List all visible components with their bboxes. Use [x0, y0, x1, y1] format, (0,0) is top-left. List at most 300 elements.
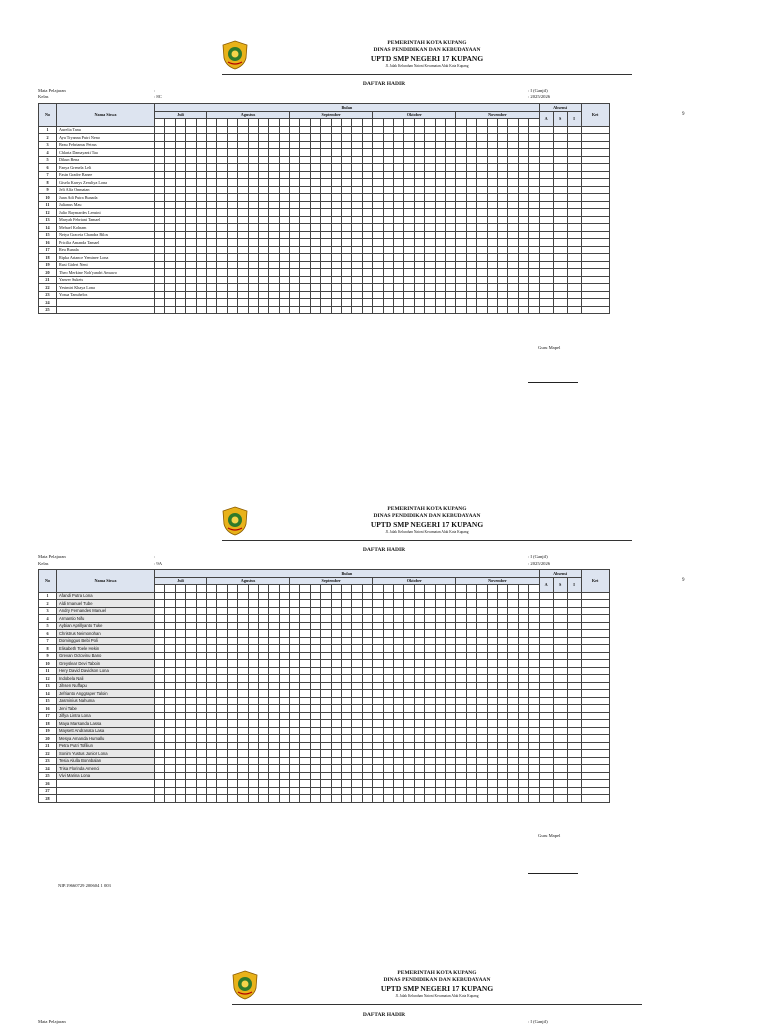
- attendance-cell[interactable]: [155, 134, 165, 142]
- attendance-cell[interactable]: [373, 141, 383, 149]
- attendance-cell[interactable]: [186, 660, 196, 668]
- attendance-cell[interactable]: [497, 126, 507, 134]
- attendance-cell[interactable]: [331, 126, 341, 134]
- attendance-cell[interactable]: [300, 194, 310, 202]
- attendance-cell[interactable]: [321, 735, 331, 743]
- attendance-cell[interactable]: [290, 652, 300, 660]
- attendance-cell[interactable]: [445, 284, 455, 292]
- attendance-cell[interactable]: [435, 735, 445, 743]
- note-cell[interactable]: [581, 622, 609, 630]
- absence-count-cell[interactable]: [567, 607, 581, 615]
- attendance-cell[interactable]: [477, 630, 487, 638]
- attendance-cell[interactable]: [331, 615, 341, 623]
- note-cell[interactable]: [581, 697, 609, 705]
- attendance-cell[interactable]: [300, 201, 310, 209]
- attendance-cell[interactable]: [331, 306, 341, 314]
- attendance-cell[interactable]: [310, 126, 320, 134]
- attendance-cell[interactable]: [414, 690, 424, 698]
- attendance-cell[interactable]: [331, 660, 341, 668]
- attendance-cell[interactable]: [414, 164, 424, 172]
- attendance-cell[interactable]: [321, 615, 331, 623]
- attendance-cell[interactable]: [435, 645, 445, 653]
- attendance-cell[interactable]: [186, 682, 196, 690]
- attendance-cell[interactable]: [497, 186, 507, 194]
- attendance-cell[interactable]: [425, 299, 435, 307]
- attendance-cell[interactable]: [155, 179, 165, 187]
- note-cell[interactable]: [581, 667, 609, 675]
- attendance-cell[interactable]: [435, 615, 445, 623]
- attendance-cell[interactable]: [206, 615, 216, 623]
- attendance-cell[interactable]: [425, 126, 435, 134]
- attendance-cell[interactable]: [497, 607, 507, 615]
- attendance-cell[interactable]: [196, 134, 206, 142]
- attendance-cell[interactable]: [456, 201, 466, 209]
- attendance-cell[interactable]: [435, 592, 445, 600]
- attendance-cell[interactable]: [362, 126, 372, 134]
- attendance-cell[interactable]: [238, 750, 248, 758]
- attendance-cell[interactable]: [227, 209, 237, 217]
- attendance-cell[interactable]: [238, 795, 248, 803]
- attendance-cell[interactable]: [331, 239, 341, 247]
- absence-count-cell[interactable]: [553, 149, 567, 157]
- attendance-cell[interactable]: [529, 276, 540, 284]
- attendance-cell[interactable]: [508, 261, 518, 269]
- attendance-cell[interactable]: [362, 299, 372, 307]
- absence-count-cell[interactable]: [553, 772, 567, 780]
- attendance-cell[interactable]: [165, 622, 175, 630]
- attendance-cell[interactable]: [196, 126, 206, 134]
- attendance-cell[interactable]: [238, 186, 248, 194]
- attendance-cell[interactable]: [445, 622, 455, 630]
- attendance-cell[interactable]: [217, 201, 227, 209]
- attendance-cell[interactable]: [393, 126, 403, 134]
- attendance-cell[interactable]: [487, 615, 497, 623]
- note-cell[interactable]: [581, 705, 609, 713]
- absence-count-cell[interactable]: [553, 757, 567, 765]
- attendance-cell[interactable]: [414, 239, 424, 247]
- attendance-cell[interactable]: [217, 224, 227, 232]
- attendance-cell[interactable]: [258, 697, 268, 705]
- note-cell[interactable]: [581, 615, 609, 623]
- attendance-cell[interactable]: [487, 607, 497, 615]
- note-cell[interactable]: [581, 690, 609, 698]
- attendance-cell[interactable]: [310, 239, 320, 247]
- attendance-cell[interactable]: [206, 757, 216, 765]
- attendance-cell[interactable]: [269, 299, 279, 307]
- attendance-cell[interactable]: [456, 134, 466, 142]
- attendance-cell[interactable]: [404, 269, 414, 277]
- attendance-cell[interactable]: [155, 194, 165, 202]
- attendance-cell[interactable]: [373, 697, 383, 705]
- attendance-cell[interactable]: [342, 164, 352, 172]
- attendance-cell[interactable]: [362, 291, 372, 299]
- attendance-cell[interactable]: [290, 126, 300, 134]
- attendance-cell[interactable]: [487, 239, 497, 247]
- note-cell[interactable]: [581, 630, 609, 638]
- attendance-cell[interactable]: [466, 194, 476, 202]
- attendance-cell[interactable]: [165, 652, 175, 660]
- attendance-cell[interactable]: [518, 209, 528, 217]
- attendance-cell[interactable]: [435, 660, 445, 668]
- note-cell[interactable]: [581, 592, 609, 600]
- attendance-cell[interactable]: [404, 667, 414, 675]
- attendance-cell[interactable]: [393, 712, 403, 720]
- attendance-cell[interactable]: [217, 141, 227, 149]
- attendance-cell[interactable]: [477, 772, 487, 780]
- attendance-cell[interactable]: [155, 727, 165, 735]
- attendance-cell[interactable]: [321, 239, 331, 247]
- attendance-cell[interactable]: [175, 306, 185, 314]
- attendance-cell[interactable]: [425, 239, 435, 247]
- attendance-cell[interactable]: [331, 750, 341, 758]
- absence-count-cell[interactable]: [567, 720, 581, 728]
- attendance-cell[interactable]: [165, 682, 175, 690]
- attendance-cell[interactable]: [238, 645, 248, 653]
- attendance-cell[interactable]: [258, 607, 268, 615]
- attendance-cell[interactable]: [466, 231, 476, 239]
- attendance-cell[interactable]: [487, 126, 497, 134]
- attendance-cell[interactable]: [477, 705, 487, 713]
- attendance-cell[interactable]: [373, 660, 383, 668]
- absence-count-cell[interactable]: [553, 194, 567, 202]
- attendance-cell[interactable]: [186, 607, 196, 615]
- attendance-cell[interactable]: [248, 141, 258, 149]
- attendance-cell[interactable]: [155, 750, 165, 758]
- attendance-cell[interactable]: [518, 201, 528, 209]
- attendance-cell[interactable]: [238, 299, 248, 307]
- attendance-cell[interactable]: [362, 652, 372, 660]
- attendance-cell[interactable]: [248, 216, 258, 224]
- attendance-cell[interactable]: [300, 750, 310, 758]
- attendance-cell[interactable]: [425, 231, 435, 239]
- attendance-cell[interactable]: [290, 607, 300, 615]
- attendance-cell[interactable]: [383, 742, 393, 750]
- attendance-cell[interactable]: [331, 209, 341, 217]
- attendance-cell[interactable]: [456, 682, 466, 690]
- attendance-cell[interactable]: [425, 254, 435, 262]
- attendance-cell[interactable]: [217, 645, 227, 653]
- attendance-cell[interactable]: [300, 607, 310, 615]
- attendance-cell[interactable]: [393, 795, 403, 803]
- attendance-cell[interactable]: [331, 254, 341, 262]
- attendance-cell[interactable]: [217, 592, 227, 600]
- attendance-cell[interactable]: [186, 690, 196, 698]
- attendance-cell[interactable]: [352, 637, 362, 645]
- attendance-cell[interactable]: [279, 239, 289, 247]
- attendance-cell[interactable]: [155, 607, 165, 615]
- attendance-cell[interactable]: [477, 216, 487, 224]
- attendance-cell[interactable]: [393, 261, 403, 269]
- attendance-cell[interactable]: [227, 246, 237, 254]
- attendance-cell[interactable]: [393, 141, 403, 149]
- attendance-cell[interactable]: [393, 246, 403, 254]
- attendance-cell[interactable]: [310, 720, 320, 728]
- absence-count-cell[interactable]: [567, 637, 581, 645]
- attendance-cell[interactable]: [352, 284, 362, 292]
- attendance-cell[interactable]: [373, 750, 383, 758]
- attendance-cell[interactable]: [310, 750, 320, 758]
- note-cell[interactable]: [581, 186, 609, 194]
- note-cell[interactable]: [581, 735, 609, 743]
- attendance-cell[interactable]: [404, 787, 414, 795]
- attendance-cell[interactable]: [331, 261, 341, 269]
- attendance-cell[interactable]: [217, 126, 227, 134]
- attendance-cell[interactable]: [518, 787, 528, 795]
- attendance-cell[interactable]: [290, 276, 300, 284]
- attendance-cell[interactable]: [477, 667, 487, 675]
- attendance-cell[interactable]: [310, 299, 320, 307]
- attendance-cell[interactable]: [466, 261, 476, 269]
- attendance-cell[interactable]: [248, 261, 258, 269]
- attendance-cell[interactable]: [300, 660, 310, 668]
- attendance-cell[interactable]: [393, 667, 403, 675]
- attendance-cell[interactable]: [342, 795, 352, 803]
- attendance-cell[interactable]: [258, 201, 268, 209]
- attendance-cell[interactable]: [393, 164, 403, 172]
- attendance-cell[interactable]: [321, 712, 331, 720]
- attendance-cell[interactable]: [456, 246, 466, 254]
- attendance-cell[interactable]: [393, 592, 403, 600]
- attendance-cell[interactable]: [206, 652, 216, 660]
- attendance-cell[interactable]: [310, 682, 320, 690]
- absence-count-cell[interactable]: [567, 209, 581, 217]
- attendance-cell[interactable]: [529, 675, 540, 683]
- attendance-cell[interactable]: [373, 637, 383, 645]
- attendance-cell[interactable]: [290, 690, 300, 698]
- attendance-cell[interactable]: [217, 216, 227, 224]
- note-cell[interactable]: [581, 780, 609, 788]
- attendance-cell[interactable]: [206, 141, 216, 149]
- attendance-cell[interactable]: [456, 630, 466, 638]
- attendance-cell[interactable]: [466, 765, 476, 773]
- attendance-cell[interactable]: [206, 126, 216, 134]
- attendance-cell[interactable]: [373, 780, 383, 788]
- absence-count-cell[interactable]: [539, 615, 553, 623]
- attendance-cell[interactable]: [497, 284, 507, 292]
- attendance-cell[interactable]: [196, 795, 206, 803]
- attendance-cell[interactable]: [456, 254, 466, 262]
- attendance-cell[interactable]: [331, 201, 341, 209]
- attendance-cell[interactable]: [383, 269, 393, 277]
- attendance-cell[interactable]: [362, 179, 372, 187]
- attendance-cell[interactable]: [269, 149, 279, 157]
- attendance-cell[interactable]: [165, 750, 175, 758]
- attendance-cell[interactable]: [227, 156, 237, 164]
- attendance-cell[interactable]: [342, 194, 352, 202]
- attendance-cell[interactable]: [175, 231, 185, 239]
- attendance-cell[interactable]: [321, 622, 331, 630]
- attendance-cell[interactable]: [508, 134, 518, 142]
- attendance-cell[interactable]: [196, 682, 206, 690]
- attendance-cell[interactable]: [477, 682, 487, 690]
- absence-count-cell[interactable]: [553, 592, 567, 600]
- attendance-cell[interactable]: [508, 194, 518, 202]
- attendance-cell[interactable]: [321, 291, 331, 299]
- attendance-cell[interactable]: [456, 269, 466, 277]
- attendance-cell[interactable]: [290, 637, 300, 645]
- attendance-cell[interactable]: [331, 607, 341, 615]
- attendance-cell[interactable]: [290, 254, 300, 262]
- attendance-cell[interactable]: [175, 592, 185, 600]
- attendance-cell[interactable]: [373, 299, 383, 307]
- attendance-cell[interactable]: [155, 299, 165, 307]
- attendance-cell[interactable]: [321, 126, 331, 134]
- absence-count-cell[interactable]: [553, 209, 567, 217]
- attendance-cell[interactable]: [217, 291, 227, 299]
- attendance-cell[interactable]: [404, 126, 414, 134]
- attendance-cell[interactable]: [497, 645, 507, 653]
- attendance-cell[interactable]: [425, 697, 435, 705]
- attendance-cell[interactable]: [196, 171, 206, 179]
- attendance-cell[interactable]: [300, 291, 310, 299]
- attendance-cell[interactable]: [342, 209, 352, 217]
- attendance-cell[interactable]: [352, 735, 362, 743]
- attendance-cell[interactable]: [279, 735, 289, 743]
- attendance-cell[interactable]: [404, 299, 414, 307]
- attendance-cell[interactable]: [227, 269, 237, 277]
- attendance-cell[interactable]: [445, 291, 455, 299]
- attendance-cell[interactable]: [175, 660, 185, 668]
- attendance-cell[interactable]: [258, 787, 268, 795]
- attendance-cell[interactable]: [206, 306, 216, 314]
- attendance-cell[interactable]: [435, 201, 445, 209]
- attendance-cell[interactable]: [248, 231, 258, 239]
- attendance-cell[interactable]: [477, 186, 487, 194]
- attendance-cell[interactable]: [362, 795, 372, 803]
- attendance-cell[interactable]: [383, 712, 393, 720]
- attendance-cell[interactable]: [279, 660, 289, 668]
- absence-count-cell[interactable]: [553, 765, 567, 773]
- attendance-cell[interactable]: [300, 667, 310, 675]
- attendance-cell[interactable]: [300, 757, 310, 765]
- attendance-cell[interactable]: [508, 276, 518, 284]
- absence-count-cell[interactable]: [553, 675, 567, 683]
- attendance-cell[interactable]: [331, 156, 341, 164]
- attendance-cell[interactable]: [425, 787, 435, 795]
- attendance-cell[interactable]: [445, 156, 455, 164]
- absence-count-cell[interactable]: [539, 705, 553, 713]
- attendance-cell[interactable]: [373, 735, 383, 743]
- attendance-cell[interactable]: [518, 607, 528, 615]
- attendance-cell[interactable]: [425, 600, 435, 608]
- absence-count-cell[interactable]: [553, 164, 567, 172]
- attendance-cell[interactable]: [186, 727, 196, 735]
- attendance-cell[interactable]: [362, 164, 372, 172]
- absence-count-cell[interactable]: [539, 164, 553, 172]
- attendance-cell[interactable]: [217, 772, 227, 780]
- attendance-cell[interactable]: [165, 306, 175, 314]
- attendance-cell[interactable]: [269, 254, 279, 262]
- attendance-cell[interactable]: [258, 254, 268, 262]
- attendance-cell[interactable]: [529, 765, 540, 773]
- attendance-cell[interactable]: [373, 720, 383, 728]
- attendance-cell[interactable]: [362, 254, 372, 262]
- attendance-cell[interactable]: [155, 652, 165, 660]
- attendance-cell[interactable]: [362, 630, 372, 638]
- attendance-cell[interactable]: [508, 615, 518, 623]
- attendance-cell[interactable]: [175, 276, 185, 284]
- attendance-cell[interactable]: [393, 201, 403, 209]
- attendance-cell[interactable]: [529, 224, 540, 232]
- attendance-cell[interactable]: [497, 216, 507, 224]
- attendance-cell[interactable]: [404, 306, 414, 314]
- attendance-cell[interactable]: [248, 239, 258, 247]
- attendance-cell[interactable]: [373, 216, 383, 224]
- attendance-cell[interactable]: [425, 261, 435, 269]
- attendance-cell[interactable]: [227, 772, 237, 780]
- attendance-cell[interactable]: [362, 134, 372, 142]
- attendance-cell[interactable]: [321, 697, 331, 705]
- absence-count-cell[interactable]: [539, 186, 553, 194]
- attendance-cell[interactable]: [404, 231, 414, 239]
- attendance-cell[interactable]: [508, 149, 518, 157]
- attendance-cell[interactable]: [310, 276, 320, 284]
- attendance-cell[interactable]: [321, 757, 331, 765]
- attendance-cell[interactable]: [196, 179, 206, 187]
- attendance-cell[interactable]: [456, 742, 466, 750]
- attendance-cell[interactable]: [456, 291, 466, 299]
- attendance-cell[interactable]: [383, 141, 393, 149]
- attendance-cell[interactable]: [508, 765, 518, 773]
- attendance-cell[interactable]: [206, 772, 216, 780]
- attendance-cell[interactable]: [217, 194, 227, 202]
- attendance-cell[interactable]: [383, 179, 393, 187]
- attendance-cell[interactable]: [331, 179, 341, 187]
- attendance-cell[interactable]: [196, 720, 206, 728]
- attendance-cell[interactable]: [227, 667, 237, 675]
- attendance-cell[interactable]: [321, 705, 331, 713]
- attendance-cell[interactable]: [508, 231, 518, 239]
- attendance-cell[interactable]: [414, 795, 424, 803]
- attendance-cell[interactable]: [258, 194, 268, 202]
- absence-count-cell[interactable]: [567, 667, 581, 675]
- attendance-cell[interactable]: [425, 615, 435, 623]
- attendance-cell[interactable]: [435, 720, 445, 728]
- absence-count-cell[interactable]: [553, 630, 567, 638]
- attendance-cell[interactable]: [342, 645, 352, 653]
- attendance-cell[interactable]: [445, 667, 455, 675]
- absence-count-cell[interactable]: [553, 787, 567, 795]
- attendance-cell[interactable]: [155, 645, 165, 653]
- attendance-cell[interactable]: [196, 592, 206, 600]
- attendance-cell[interactable]: [238, 600, 248, 608]
- attendance-cell[interactable]: [186, 261, 196, 269]
- attendance-cell[interactable]: [456, 186, 466, 194]
- attendance-cell[interactable]: [331, 231, 341, 239]
- attendance-cell[interactable]: [497, 201, 507, 209]
- attendance-cell[interactable]: [290, 592, 300, 600]
- attendance-cell[interactable]: [342, 765, 352, 773]
- attendance-cell[interactable]: [342, 186, 352, 194]
- absence-count-cell[interactable]: [553, 750, 567, 758]
- attendance-cell[interactable]: [342, 787, 352, 795]
- attendance-cell[interactable]: [383, 622, 393, 630]
- attendance-cell[interactable]: [435, 126, 445, 134]
- attendance-cell[interactable]: [155, 622, 165, 630]
- attendance-cell[interactable]: [435, 712, 445, 720]
- attendance-cell[interactable]: [227, 600, 237, 608]
- attendance-cell[interactable]: [456, 216, 466, 224]
- absence-count-cell[interactable]: [553, 795, 567, 803]
- attendance-cell[interactable]: [466, 787, 476, 795]
- attendance-cell[interactable]: [165, 675, 175, 683]
- attendance-cell[interactable]: [196, 276, 206, 284]
- attendance-cell[interactable]: [331, 299, 341, 307]
- attendance-cell[interactable]: [269, 239, 279, 247]
- attendance-cell[interactable]: [290, 750, 300, 758]
- attendance-cell[interactable]: [414, 149, 424, 157]
- attendance-cell[interactable]: [238, 765, 248, 773]
